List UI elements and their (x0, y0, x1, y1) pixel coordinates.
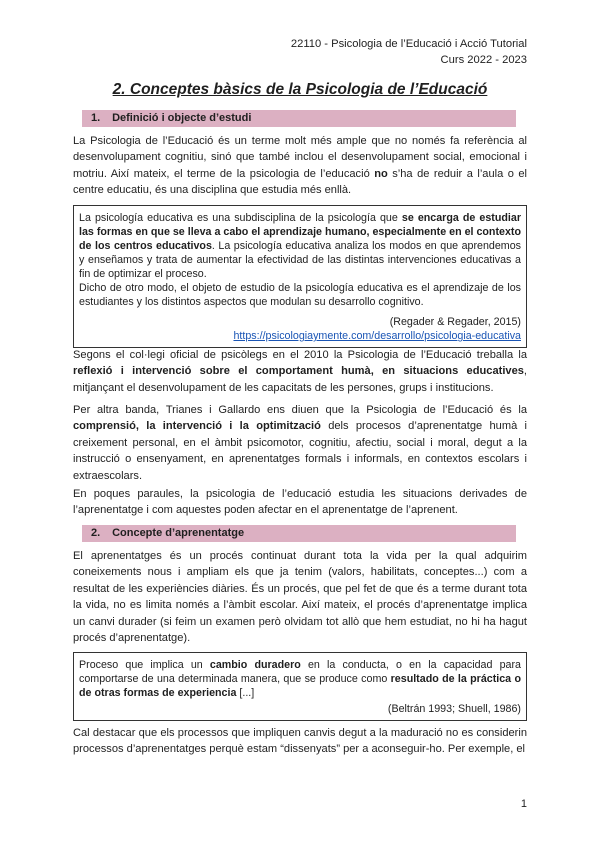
text-run: en la conducta, o en la capacidad para comportarse de una determinada manera, que se produce como (79, 659, 521, 685)
emphasis: no (374, 167, 388, 180)
paragraph-3 (73, 402, 527, 484)
page-header (291, 36, 527, 68)
quote-box-2 (73, 652, 527, 721)
quote-text (79, 211, 521, 281)
quote-box-1 (73, 205, 527, 348)
text-run: La Psicologia de l’Educació és un terme molt més ample que no només fa referència al desenvolupament cognitiu, sinó que també inclou el desenvolupament social, emocional i motriu. Així mateix, el terme de la psicologia de l’educació (73, 135, 527, 180)
text-run: . La psicología educativa analiza los modos en que aprendemos y enseñamos y trata de aumentar la efectividad de las distintas intervenciones educativas a fin de optimizar el proceso. (79, 240, 522, 280)
section-heading-1 (82, 110, 516, 127)
paragraph-1 (73, 133, 527, 199)
paragraph-6: Cal destacar que els processos que impliquen canvis degut a la maduració no es considerin processos d’aprenentatges perquè estam “dissenyats” per a aconseguir-ho. Per exemple, el (73, 727, 527, 756)
emphasis: se encarga de estudiar las formas en que se lleva a cabo el aprendizaje humano, especialmente en el contexto de los centros educativos (79, 212, 521, 252)
text-run: Per altra banda, Trianes i Gallardo ens diuen que la Psicologia de l’Educació és la (73, 404, 527, 416)
citation: (Beltrán 1993; Shuell, 1986) (387, 703, 521, 715)
section-label: Definició i objecte d’estudi (112, 112, 252, 124)
emphasis: reflexió i intervenció sobre el comportament humà, en situacions educatives (73, 365, 524, 378)
citation: (Regader & Regader, 2015) (389, 316, 521, 328)
text-run: [...] (236, 687, 255, 699)
section-label: Concepte d’aprenentatge (112, 527, 245, 539)
section-heading-2 (82, 525, 516, 542)
section-number: 1. (91, 112, 101, 124)
text-run: s’ha de reduir a l’aula o el centre educatiu, és una disciplina que estudia més enllà. (73, 167, 527, 197)
quote-text (79, 658, 521, 700)
text-run: Segons el col·legi oficial de psicòlegs en el 2010 la Psicologia de l’Educació treballa la (73, 349, 527, 361)
text-run: dels procesos d’aprenentatge humà i creixement personal, en el àmbit psicomotor, cognitiu, afectiu, social i moral, degut a la instrucció o ensenyament, en aprenentatges formals i informals, en contextos escolars i extraescolars. (73, 420, 527, 482)
section-number: 2. (91, 527, 101, 539)
course-name: 22110 - Psicologia de l’Educació i Acció Tutorial (290, 38, 527, 50)
course-year: Curs 2022 - 2023 (440, 54, 527, 66)
paragraph-4: En poques paraules, la psicologia de l’educació estudia les situacions derivades de l’aprenentatge i com aquestes poden afectar en el aprenentatge de l’aprenent. (73, 488, 527, 517)
text-run: , mitjançant el desenvolupament de les capacitats de les persones, grups i institucions. (73, 365, 527, 394)
page-number: 1 (520, 798, 527, 810)
source-link[interactable]: https://psicologiaymente.com/desarrollo/psicologia-educativa (233, 330, 521, 342)
text-run: La psicología educativa es una subdisciplina de la psicología que (79, 212, 402, 224)
text-run: Proceso que implica un (79, 659, 210, 671)
quote-text-2: Dicho de otro modo, el objeto de estudio de la psicología educativa es el aprendizaje de los estudiantes y los distintos aspectos que modulan su desarrollo cognitivo. (79, 282, 521, 308)
emphasis: cambio duradero (209, 659, 301, 671)
paragraph-2 (73, 347, 527, 396)
page-title: 2. Conceptes bàsics de la Psicologia de l’Educació (112, 81, 488, 98)
paragraph-5: El aprenentatges és un procés continuat durant tota la vida per la qual adquirim coneixements nous i ampliam els que ja tenim (valors, habilitats, conceptes...) com a resultat de les experiències diàries. És un procés, que pel fet de que és a terme durant tota la vida, no es limita només a l’àmbit escolar. Així mateix, el procés d’aprenentatge implica un canvi durader (si feim un examen però olvidam tot allò que hem estudiat, no hi ha hagut procés d’aprenentatge). (73, 550, 527, 645)
emphasis: resultado de la práctica o de otras formas de experiencia (79, 673, 521, 699)
emphasis: comprensió, la intervenció i la optimització (73, 420, 321, 433)
